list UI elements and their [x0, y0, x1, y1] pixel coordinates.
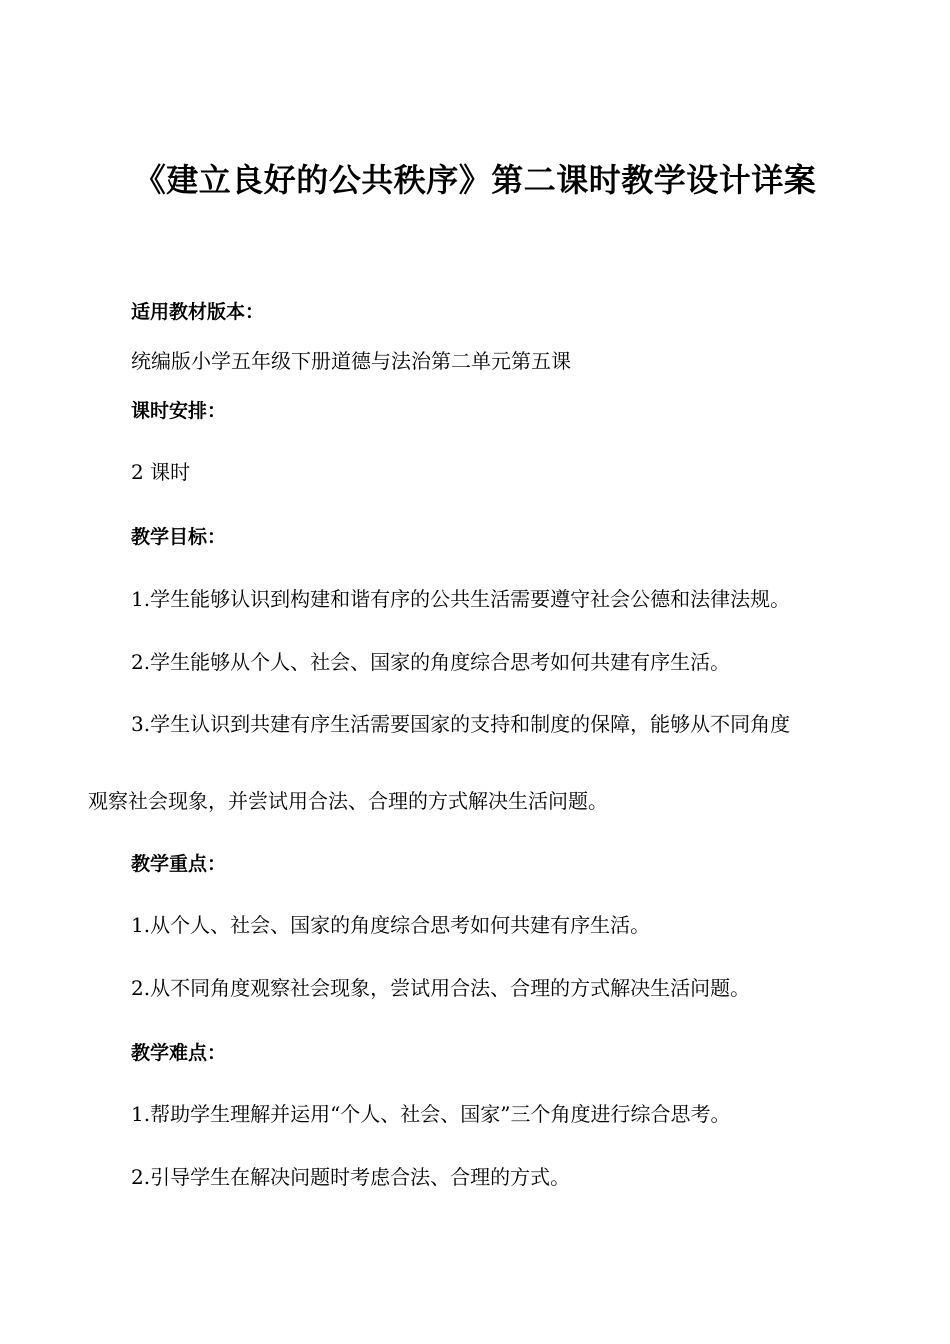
difficulties-label: 教学难点： [131, 1042, 227, 1064]
objective-item-3-continuation: 观察社会现象，并尝试用合法、合理的方式解决生活问题。 [88, 789, 608, 813]
objective-item-3: 3.学生认识到共建有序生活需要国家的支持和制度的保障，能够从不同角度 [131, 712, 791, 736]
document-title: 《建立良好的公共秩序》第二课时教学设计详案 [133, 161, 817, 199]
objective-item-2: 2.学生能够从个人、社会、国家的角度综合思考如何共建有序生活。 [131, 650, 731, 674]
textbook-label: 适用教材版本： [131, 301, 265, 323]
key-point-item-1: 1.从个人、社会、国家的角度综合思考如何共建有序生活。 [131, 913, 651, 937]
schedule-value: 2 课时 [131, 460, 191, 484]
textbook-value: 统编版小学五年级下册道德与法治第二单元第五课 [131, 349, 571, 373]
key-point-item-2: 2.从不同角度观察社会现象，尝试用合法、合理的方式解决生活问题。 [131, 976, 751, 1000]
objectives-label: 教学目标： [131, 526, 227, 548]
objective-item-1: 1.学生能够认识到构建和谐有序的公共生活需要遵守社会公德和法律法规。 [131, 587, 791, 611]
difficulty-item-2: 2.引导学生在解决问题时考虑合法、合理的方式。 [131, 1165, 571, 1189]
schedule-label: 课时安排： [131, 400, 227, 422]
key-points-label: 教学重点： [131, 853, 227, 875]
difficulty-item-1: 1.帮助学生理解并运用“个人、社会、国家”三个角度进行综合思考。 [131, 1102, 731, 1126]
